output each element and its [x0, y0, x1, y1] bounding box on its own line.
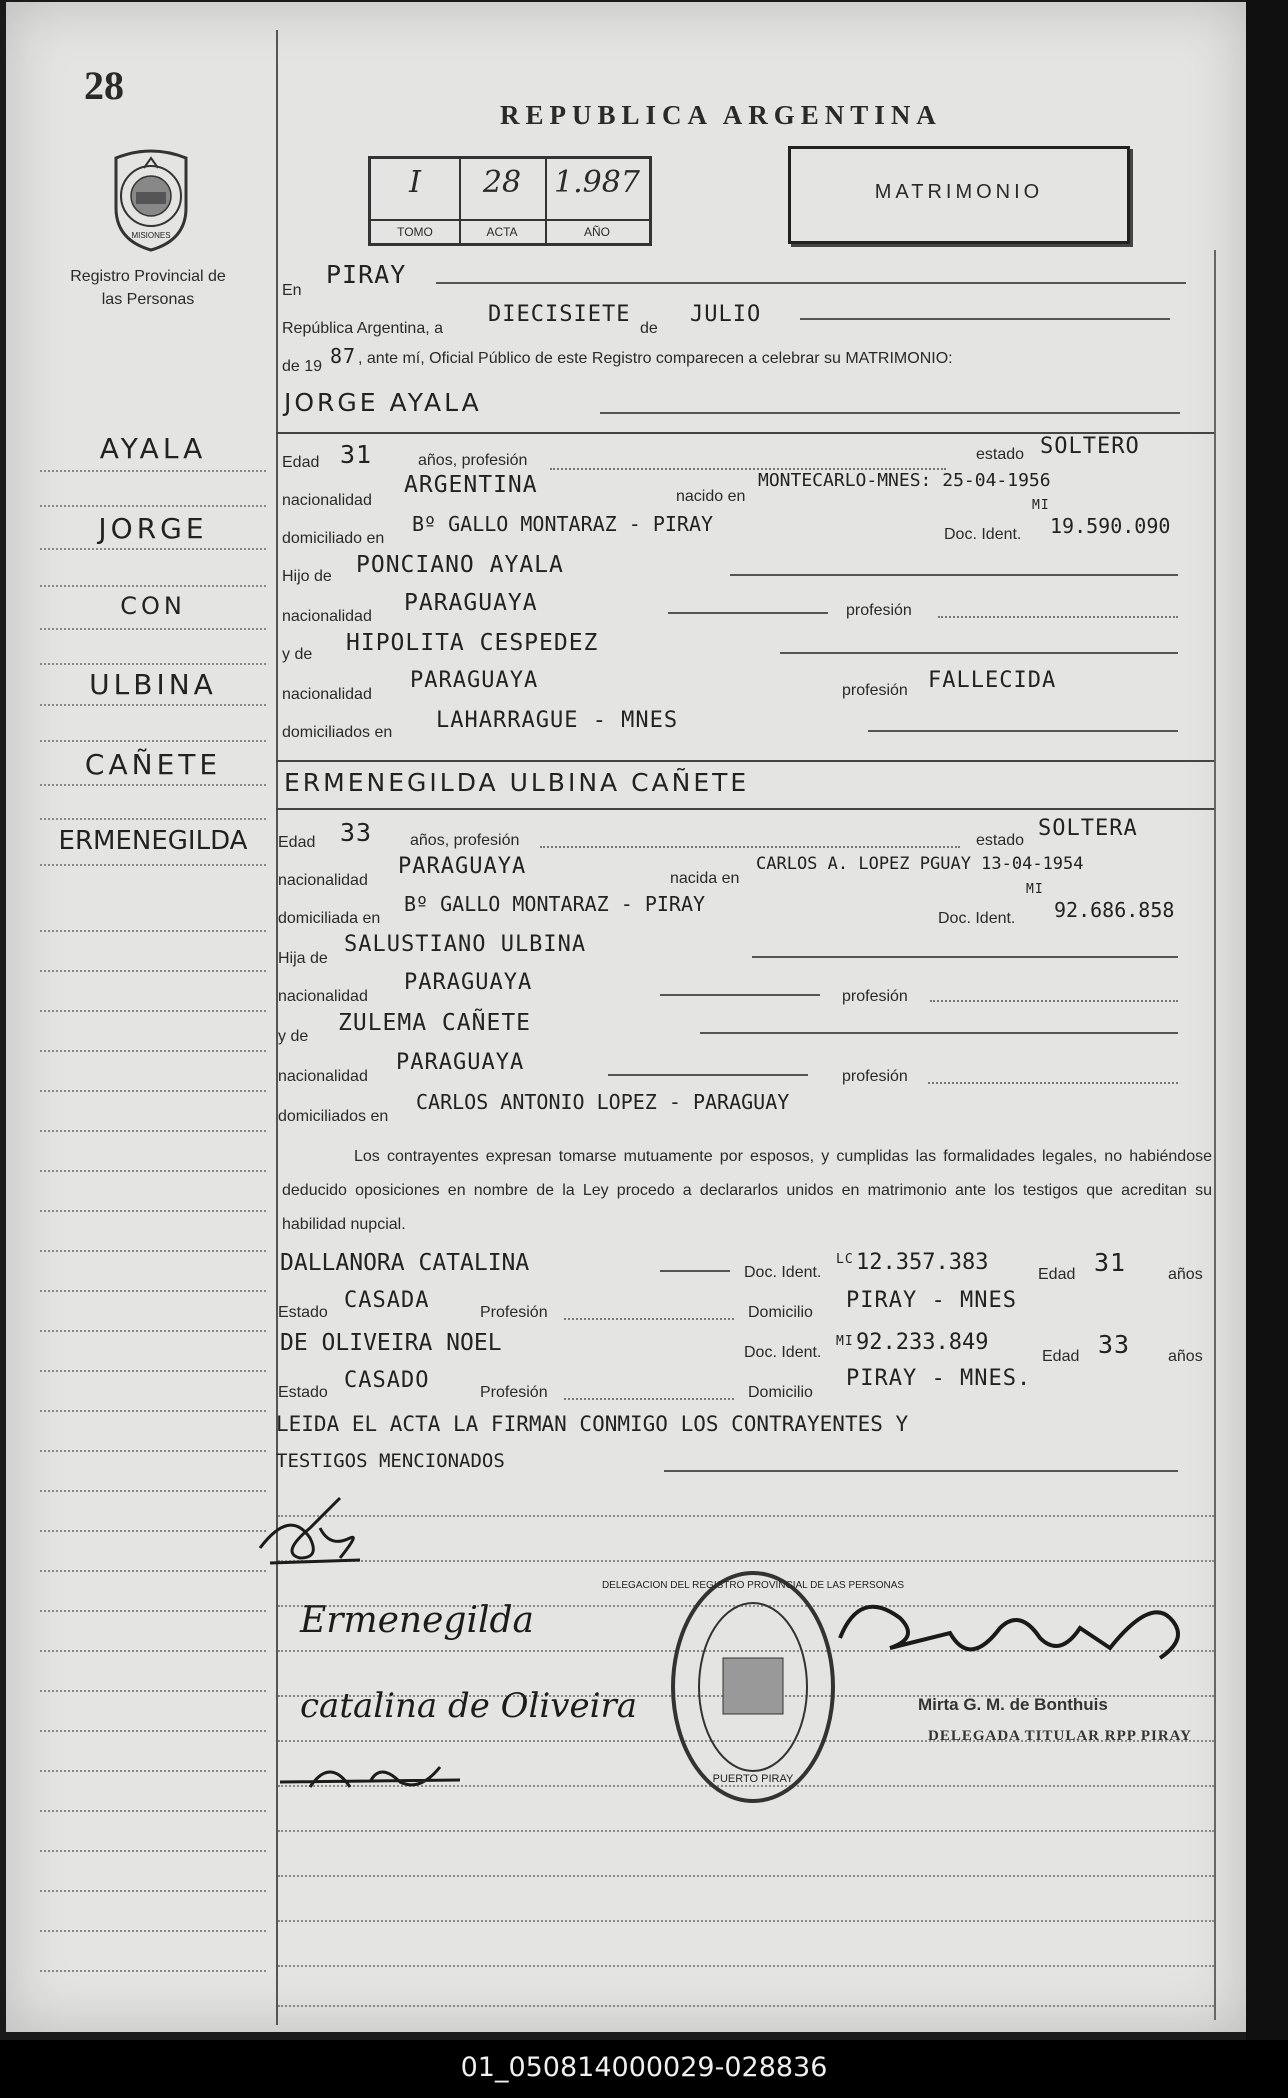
- margin-line: [40, 1530, 266, 1532]
- margin-line: [40, 470, 266, 472]
- margin-line: [40, 505, 266, 507]
- place-value: PIRAY: [326, 260, 407, 289]
- margin-line: [40, 1970, 266, 1972]
- margin-line: [40, 1810, 266, 1812]
- doc-ident-label: Doc. Ident.: [938, 910, 1016, 927]
- margin-line: [40, 628, 266, 630]
- profesion-label: profesión: [842, 988, 908, 1005]
- margin-line: [40, 1490, 266, 1492]
- fill-line: [660, 994, 820, 996]
- year-suffix: 87: [330, 344, 357, 368]
- ruled-line: [278, 1965, 1214, 1967]
- bride-name: ERMENEGILDA ULBINA CAÑETE: [284, 768, 750, 797]
- section-separator: [276, 760, 1214, 762]
- bride-mother: ZULEMA CAÑETE: [338, 1010, 532, 1036]
- fill-line: [600, 412, 1180, 414]
- groom-father: PONCIANO AYALA: [356, 552, 564, 578]
- edad-label: Edad: [282, 454, 320, 471]
- margin-name-2: JORGE: [98, 512, 208, 545]
- anio-label: AÑO: [545, 219, 649, 243]
- margin-line: [40, 1450, 266, 1452]
- day-value: DIECISIETE: [488, 302, 631, 327]
- nacido-en-label: nacido en: [676, 488, 746, 505]
- registrar-signature-icon: [830, 1578, 1200, 1698]
- margin-line: [40, 1930, 266, 1932]
- ruled-line: [278, 1875, 1214, 1877]
- bride-doc-type: MI: [1026, 882, 1044, 897]
- margin-line: [40, 740, 266, 742]
- fill-line: [660, 1270, 730, 1272]
- margin-name-3: CON: [120, 592, 186, 620]
- edad-label: Edad: [278, 834, 316, 851]
- witness-2-domicilio: PIRAY - MNES.: [846, 1366, 1032, 1391]
- hijo-de-label: Hijo de: [282, 568, 332, 585]
- bride-parents-dom: CARLOS ANTONIO LOPEZ - PARAGUAY: [416, 1090, 790, 1114]
- registro-label: Registro Provincial de las Personas: [70, 268, 226, 308]
- fill-line: [800, 318, 1170, 320]
- dotted-fill: [928, 1082, 1178, 1084]
- doc-ident-label: Doc. Ident.: [944, 526, 1022, 543]
- nacionalidad-label: nacionalidad: [282, 608, 372, 625]
- acta-value: 28: [482, 165, 522, 200]
- nacida-en-label: nacida en: [670, 870, 740, 887]
- domiciliada-label: domiciliada en: [278, 910, 381, 927]
- doc-ident-label: Doc. Ident.: [744, 1344, 822, 1361]
- edad-label: Edad: [1038, 1266, 1076, 1283]
- anios-prof-label: años, profesión: [410, 832, 520, 849]
- page-number: 28: [84, 63, 124, 108]
- ruled-line: [278, 1515, 1214, 1517]
- witness-2-doc: 92.233.849: [856, 1330, 989, 1355]
- witness-2-doc-type: MI: [836, 1334, 854, 1349]
- witness-2-age: 33: [1098, 1330, 1131, 1359]
- registrar-title: DELEGADA TITULAR RPP PIRAY: [928, 1728, 1192, 1744]
- margin-line: [40, 930, 266, 932]
- nacionalidad-label: nacionalidad: [278, 1068, 368, 1085]
- acta-label: ACTA: [459, 219, 545, 243]
- bride-signature: Ermenegilda: [300, 1600, 534, 1641]
- nacionalidad-label: nacionalidad: [278, 988, 368, 1005]
- estado-label: estado: [976, 832, 1025, 849]
- registrar-name: Mirta G. M. de Bonthuis: [918, 1695, 1108, 1714]
- bride-age: 33: [340, 818, 373, 847]
- margin-line: [40, 1330, 266, 1332]
- groom-domicilio: Bº GALLO MONTARAZ - PIRAY: [412, 512, 714, 536]
- domicilio-label: Domicilio: [748, 1304, 813, 1321]
- y-de-label: y de: [278, 1028, 309, 1045]
- fill-line: [730, 574, 1178, 576]
- groom-doc: 19.590.090: [1050, 514, 1171, 538]
- bride-birthplace: CARLOS A. LOPEZ PGUAY 13-04-1954: [756, 854, 1084, 874]
- groom-doc-type: MI: [1032, 498, 1050, 513]
- bride-domicilio: Bº GALLO MONTARAZ - PIRAY: [404, 892, 706, 916]
- comparecen-label: , ante mí, Oficial Público de este Registro comparecen a celebrar su MATRIMONIO:: [358, 350, 953, 367]
- anio-value: 1.987: [554, 165, 640, 200]
- footer-code: 01_050814000029-028836: [460, 2052, 828, 2083]
- doc-ident-label: Doc. Ident.: [744, 1264, 822, 1281]
- country-heading: REPUBLICA ARGENTINA: [500, 100, 942, 130]
- profesion-label: profesión: [842, 1068, 908, 1085]
- fill-line: [752, 956, 1178, 958]
- groom-age: 31: [340, 440, 373, 469]
- margin-line: [40, 1250, 266, 1252]
- margin-line: [40, 1170, 266, 1172]
- fill-line: [868, 730, 1178, 732]
- nacionalidad-label: nacionalidad: [278, 872, 368, 889]
- witness-2-name: DE OLIVEIRA NOEL: [280, 1330, 502, 1356]
- bride-father-nac: PARAGUAYA: [404, 970, 533, 995]
- groom-parents-dom: LAHARRAGUE - MNES: [436, 708, 679, 733]
- bride-nacionalidad: PARAGUAYA: [398, 854, 527, 879]
- margin-line: [40, 548, 266, 550]
- dotted-fill: [564, 1318, 734, 1320]
- margin-line: [40, 864, 266, 866]
- groom-father-nac: PARAGUAYA: [404, 590, 538, 616]
- anios-label: años: [1168, 1266, 1203, 1283]
- binding-edge: [1246, 0, 1288, 2040]
- domicilio-label: Domicilio: [748, 1384, 813, 1401]
- estado-label: Estado: [278, 1304, 328, 1321]
- margin-line: [40, 1090, 266, 1092]
- anios-label: años: [1168, 1348, 1203, 1365]
- anio-cell: [545, 159, 649, 243]
- groom-mother-prof: FALLECIDA: [928, 668, 1057, 693]
- ruled-line: [278, 2005, 1214, 2007]
- margin-line: [40, 784, 266, 786]
- witness-1-domicilio: PIRAY - MNES: [846, 1288, 1017, 1313]
- closing-line-1: LEIDA EL ACTA LA FIRMAN CONMIGO LOS CONTRAYENTES Y: [276, 1412, 909, 1436]
- groom-estado: SOLTERO: [1040, 434, 1140, 459]
- margin-line: [40, 1650, 266, 1652]
- margin-line: [40, 585, 266, 587]
- margin-line: [40, 1370, 266, 1372]
- anios-prof-label: años, profesión: [418, 452, 528, 469]
- margin-name-5: CAÑETE: [84, 748, 222, 781]
- margin-line: [40, 970, 266, 972]
- margin-line: [40, 1010, 266, 1012]
- tomo-value: I: [409, 165, 421, 200]
- domiciliado-label: domiciliado en: [282, 530, 385, 547]
- witness-2-estado: CASADO: [344, 1368, 430, 1393]
- record-box: [368, 156, 652, 246]
- ruled-line: [278, 1830, 1214, 1832]
- margin-line: [40, 1690, 266, 1692]
- fill-line: [664, 1470, 1178, 1472]
- margin-line: [40, 1050, 266, 1052]
- dotted-fill: [564, 1398, 734, 1400]
- margin-name-1: AYALA: [99, 432, 207, 465]
- margin-line: [40, 1410, 266, 1412]
- witness-1-doc-type: LC: [836, 1252, 854, 1267]
- bride-estado: SOLTERA: [1038, 816, 1138, 841]
- nacionalidad-label: nacionalidad: [282, 492, 372, 509]
- closing-line-2: TESTIGOS MENCIONADOS: [276, 1450, 505, 1472]
- witness-1-estado: CASADA: [344, 1288, 430, 1313]
- nacionalidad-label: nacionalidad: [282, 686, 372, 703]
- svg-text:PUERTO PIRAY: PUERTO PIRAY: [712, 1773, 794, 1785]
- ruled-line: [278, 1920, 1214, 1922]
- tomo-label: TOMO: [371, 219, 459, 243]
- witness-1-signature: catalina de Oliveira: [300, 1686, 638, 1726]
- dotted-fill: [540, 846, 960, 848]
- right-border: [1214, 250, 1216, 2020]
- margin-line: [40, 1890, 266, 1892]
- groom-name: JORGE AYALA: [284, 388, 482, 417]
- domiciliados-label: domiciliados en: [282, 724, 393, 741]
- bride-mother-nac: PARAGUAYA: [396, 1050, 525, 1075]
- margin-line: [40, 1130, 266, 1132]
- hija-de-label: Hija de: [278, 950, 328, 967]
- dotted-fill: [930, 1000, 1178, 1002]
- margin-line: [40, 1210, 266, 1212]
- month-value: JULIO: [690, 302, 762, 327]
- witness-1-name: DALLANORA CATALINA: [280, 1250, 530, 1276]
- margin-line: [40, 663, 266, 665]
- acta-cell: [459, 159, 547, 243]
- y-de-label: y de: [282, 646, 313, 663]
- svg-text:MISIONES: MISIONES: [131, 231, 171, 240]
- fill-line: [700, 1032, 1178, 1034]
- margin-line: [40, 1770, 266, 1772]
- record-type: MATRIMONIO: [874, 181, 1044, 203]
- groom-nacionalidad: ARGENTINA: [404, 472, 538, 498]
- margin-line: [40, 1290, 266, 1292]
- de-label: de: [640, 320, 658, 337]
- record-type-box: [788, 146, 1130, 244]
- groom-signature-icon: [250, 1488, 380, 1578]
- margin-line: [40, 1570, 266, 1572]
- groom-mother: HIPOLITA CESPEDEZ: [346, 630, 599, 656]
- estado-label: Estado: [278, 1384, 328, 1401]
- profesion-label: Profesión: [480, 1304, 548, 1321]
- profesion-label: profesión: [842, 682, 908, 699]
- section-separator: [276, 808, 1214, 810]
- tomo-cell: [371, 159, 461, 243]
- profesion-label: profesión: [846, 602, 912, 619]
- fill-line: [668, 612, 828, 614]
- svg-text:DELEGACION DEL REGISTRO PROVIN: DELEGACION DEL REGISTRO PROVINCIAL DE LAS PERSONAS: [601, 1580, 905, 1591]
- margin-line: [40, 1850, 266, 1852]
- margin-line: [40, 704, 266, 706]
- profesion-label: Profesión: [480, 1384, 548, 1401]
- registry-seal-icon: [601, 1568, 905, 1806]
- declaration-text: Los contrayentes expresan tomarse mutuamente por esposos, y cumplidas las formalidades legales, no habiéndose deducido oposiciones en nombre de la Ley procedo a declararlos unidos en matrimonio ante los testigos que acreditan su habilidad nupcial.: [282, 1148, 1212, 1233]
- margin-name-6: ERMENEGILDA: [58, 826, 248, 856]
- domiciliados-label: domiciliados en: [278, 1108, 389, 1125]
- margin-line: [40, 1610, 266, 1612]
- estado-label: estado: [976, 446, 1025, 463]
- margin-line: [40, 1730, 266, 1732]
- witness-2-signature-icon: [270, 1752, 470, 1802]
- en-label: En: [282, 282, 302, 299]
- groom-mother-nac: PARAGUAYA: [410, 668, 539, 693]
- bride-father: SALUSTIANO ULBINA: [344, 932, 587, 957]
- ruled-line: [278, 1560, 1214, 1562]
- provincial-crest-icon: [108, 148, 194, 252]
- fill-line: [608, 1074, 808, 1076]
- bride-doc: 92.686.858: [1054, 898, 1175, 922]
- republica-label: República Argentina, a: [282, 320, 443, 337]
- year-prefix: de 19: [282, 358, 323, 375]
- fill-line: [436, 282, 1186, 284]
- witness-1-age: 31: [1094, 1248, 1127, 1277]
- groom-birthplace: MONTECARLO-MNES: 25-04-1956: [758, 470, 1051, 491]
- margin-name-4: ULBINA: [89, 668, 217, 701]
- dotted-fill: [938, 616, 1178, 618]
- fill-line: [780, 652, 1178, 654]
- edad-label: Edad: [1042, 1348, 1080, 1365]
- margin-line: [40, 818, 266, 820]
- witness-1-doc: 12.357.383: [856, 1250, 989, 1275]
